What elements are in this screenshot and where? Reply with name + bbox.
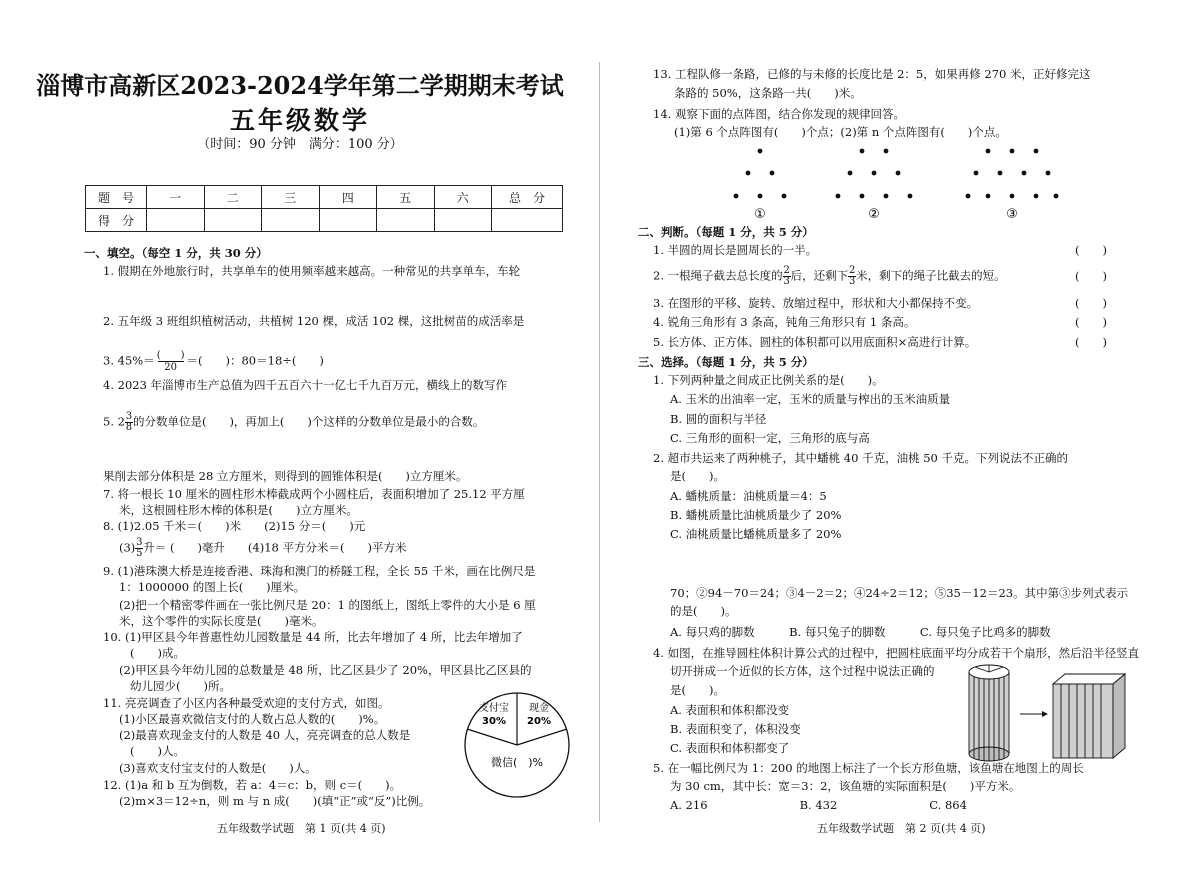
dot-label-1: ① [754, 207, 766, 222]
question-13-line: 条路的 50%，这条路一共( )米。 [674, 86, 862, 100]
fraction-3-8: 3 8 [125, 411, 133, 433]
score-cell[interactable] [147, 209, 205, 232]
question-10-line: 幼儿园少( )所。 [130, 679, 231, 693]
judge-3: 3. 在图形的平移、旋转、放缩过程中，形状和大小都保持不变。 [653, 296, 979, 310]
dot-pattern-3 [966, 149, 1059, 199]
dot-pattern-2 [836, 149, 913, 199]
choice-1-option-a: A. 玉米的出油率一定，玉米的质量与榨出的玉米油质量 [670, 392, 951, 406]
pie-value-alipay: 30% [482, 716, 506, 727]
score-cell[interactable] [377, 209, 435, 232]
pie-value-cash: 20% [527, 716, 551, 727]
fraction-2-3-meter: 2 3 [848, 265, 856, 287]
judge-5: 5. 长方体、正方体、圆柱的体积都可以用底面积×高进行计算。 [653, 335, 977, 349]
judge-answer-box[interactable]: ( ) [1075, 296, 1107, 310]
question-14-line: (1)第 6 个点阵图有( )个点；(2)第 n 个点阵图有( )个点。 [674, 125, 1007, 139]
judge-1: 1. 半圆的周长是圆周长的一半。 [653, 243, 818, 257]
question-1-line: 1. 假期在外地旅行时，共享单车的使用频率越来越高。一种常见的共享单车，车轮 [103, 264, 521, 278]
cylinder-shape [969, 665, 1009, 761]
choice-4-line: 4. 如图，在推导圆柱体积计算公式的过程中，把圆柱底面平均分成若干个扇形，然后沿半径竖直 [653, 646, 1140, 660]
exam-time-info: （时间：90 分钟 满分：100 分） [197, 137, 403, 152]
choice-1-option-c: C. 三角形的面积一定，三角形的底与高 [670, 431, 870, 445]
choice-3-line: 70；②94－70＝24；③4－2＝2；④24÷2＝12；⑤35－12＝23。其中第③步列式表示 [670, 586, 1129, 600]
question-7-line: 米，这根圆柱形木棒的体积是( )立方厘米。 [119, 503, 358, 517]
question-8-line-2: (3)3 5升＝ ( )毫升 (4)18 平方分米＝( )平方米 [119, 537, 407, 559]
choice-4-option-b: B. 表面积变了，体积没变 [670, 722, 801, 736]
question-9-line: (2)把一个精密零件画在一张比例尺是 20：1 的图纸上，图纸上零件的大小是 6 厘 [119, 598, 536, 612]
question-13-line: 13. 工程队修一条路，已修的与未修的长度比是 2：5，如果再修 270 米，正好修完这 [653, 67, 1091, 81]
cylinder-to-cuboid-figure [965, 660, 1130, 770]
question-11-line: (1)小区最喜欢微信支付的人数占总人数的( )%。 [119, 712, 386, 726]
choice-2-tail: 是( )。 [670, 469, 725, 483]
page-footer-right: 五年级数学试题 第 2 页(共 4 页) [817, 822, 986, 835]
question-7-line: 7. 将一根长 10 厘米的圆柱形木棒截成两个小圆柱后，表面积增加了 25.12 平方厘 [103, 487, 525, 501]
score-header-cell: 二 [204, 186, 262, 209]
choice-4-option-c: C. 表面积和体积都变了 [670, 741, 790, 755]
score-header-cell: 总 分 [492, 186, 563, 209]
choice-4-line: 切开拼成一个近似的长方体，这个过程中说法正确的 [670, 664, 935, 678]
question-11-line: (3)喜欢支付宝支付的人数是( )人。 [119, 761, 317, 775]
score-header-cell: 六 [434, 186, 492, 209]
question-12-line: 12. (1)a 和 b 互为倒数，若 a：4＝c：b，则 c＝( )。 [103, 778, 402, 792]
judge-2-part-a: 2. 一根绳子截去总长度的 [653, 268, 783, 283]
pie-label-alipay: 支付宝 [479, 703, 509, 714]
judge-2-part-c: 米，剩下的绳子比截去的短。 [856, 268, 1006, 283]
exam-title: 淄博市高新区2023-2024学年第二学期期末考试 [36, 71, 564, 100]
dot-pattern-figure [722, 148, 1062, 222]
score-row-label: 得 分 [86, 209, 147, 232]
question-11-line: (2)最喜欢现金支付的人数是 40 人，亮亮调查的总人数是 [119, 728, 411, 742]
arrow-icon [1020, 711, 1048, 717]
score-header-cell: 四 [319, 186, 377, 209]
section-judge: 二、判断。（每题 1 分，共 5 分） [638, 225, 814, 239]
question-2-line: 2. 五年级 3 班组织植树活动，共植树 120 棵，成活 102 棵，这批树苗的成活率是 [103, 314, 525, 328]
choice-4-option-a: A. 表面积和体积都没变 [670, 703, 790, 717]
judge-2-part-b: 后，还剩下 [790, 268, 849, 283]
question-11-line: 11. 亮亮调查了小区内各种最受欢迎的支付方式，如图。 [103, 696, 390, 710]
cuboid-shape [1053, 674, 1125, 758]
choice-1: 1. 下列两种量之间成正比例关系的是( )。 [653, 373, 884, 387]
question-11-line: ( )人。 [130, 744, 185, 758]
score-cell[interactable] [434, 209, 492, 232]
question-10-line: 10. (1)甲区县今年普惠性幼儿园数量是 44 所，比去年增加了 4 所，比去年增加了 [103, 630, 523, 644]
question-3-head: 3. 45%＝ [103, 353, 155, 368]
dot-label-3: ③ [1006, 207, 1018, 222]
question-6-line: 果削去部分体积是 28 立方厘米，则得到的圆锥体积是( )立方厘米。 [103, 469, 468, 483]
choice-2-option-b: B. 蟠桃质量比油桃质量少了 20% [670, 508, 842, 522]
choice-3-options: A. 每只鸡的脚数 B. 每只兔子的脚数 C. 每只兔子比鸡多的脚数 [670, 625, 1051, 639]
pie-label-wechat: 微信( )% [490, 756, 544, 769]
question-9-line: 米，这个零件的实际长度是( )毫米。 [119, 614, 324, 628]
fraction-over-20: ( ) 20 [156, 350, 185, 373]
question-9-line: 9. (1)港珠澳大桥是连接香港、珠海和澳门的桥隧工程，全长 55 千米，画在比例尺是 [103, 564, 536, 578]
question-10-line: (2)甲区县今年幼儿园的总数量是 48 所，比乙区县少了 20%，甲区县比乙区县的 [119, 663, 532, 677]
score-table-header-row [86, 186, 563, 209]
choice-1-option-b: B. 圆的面积与半径 [670, 412, 767, 426]
dot-label-2: ② [868, 207, 880, 222]
judge-answer-box[interactable]: ( ) [1075, 315, 1107, 329]
payment-pie-chart [462, 690, 572, 800]
judge-answer-box[interactable]: ( ) [1075, 335, 1107, 349]
fraction-2-3: 2 3 [783, 265, 790, 287]
score-cell[interactable] [319, 209, 377, 232]
choice-5-line: 为 30 cm，其中长：宽＝3：2，该鱼塘的实际面积是( )平方米。 [670, 779, 1021, 793]
score-header-cell: 题 号 [86, 186, 147, 209]
choice-4-line: 是( )。 [670, 683, 725, 697]
question-4-line: 4. 2023 年淄博市生产总值为四千五百六十一亿七千九百万元，横线上的数写作 [103, 378, 508, 392]
question-5-tail: 个这样的分数单位是最小的合数。 [311, 414, 485, 429]
question-5: 5. 23 8的分数单位是( )，再加上( )个这样的分数单位是最小的合数。 [103, 411, 485, 433]
judge-answer-box[interactable]: ( ) [1075, 269, 1107, 283]
pie-divider-left [467, 729, 517, 745]
score-table-score-row [86, 209, 563, 232]
choice-2: 2. 超市共运来了两种桃子，其中蟠桃 40 千克，油桃 50 千克。下列说法不正确的 [653, 451, 1069, 465]
choice-2-option-c: C. 油桃质量比蟠桃质量多了 20% [670, 527, 842, 541]
fraction-3-5: 3 5 [136, 537, 143, 559]
score-header-cell: 三 [262, 186, 320, 209]
judge-2 [653, 266, 1006, 287]
score-cell[interactable] [492, 209, 563, 232]
pie-label-cash: 现金 [529, 703, 549, 714]
dot-pattern-1 [734, 149, 787, 199]
question-12-line: (2)m×3＝12÷n，则 m 与 n 成( )(填“正”或“反”)比例。 [119, 794, 431, 808]
question-8-line: 8. (1)2.05 千米＝( )米 (2)15 分＝( )元 [103, 519, 366, 533]
score-cell[interactable] [262, 209, 320, 232]
score-header-cell: 五 [377, 186, 435, 209]
choice-2-option-a: A. 蟠桃质量：油桃质量＝4：5 [670, 489, 827, 503]
score-table [85, 185, 563, 232]
choice-5-options: A. 216 B. 432 C. 864 [670, 798, 967, 812]
choice-5-line: 5. 在一幅比例尺为 1：200 的地图上标注了一个长方形鱼塘，该鱼塘在地图上的周长 [653, 761, 1084, 775]
judge-answer-box[interactable]: ( ) [1075, 243, 1107, 257]
question-3 [103, 350, 324, 373]
pie-divider-right [517, 729, 567, 745]
score-cell[interactable] [204, 209, 262, 232]
score-header-cell: 一 [147, 186, 205, 209]
question-8-line-2-text: 升＝ ( )毫升 (4)18 平方分米＝( )平方米 [143, 540, 407, 555]
question-14-line: 14. 观察下面的点阵图，结合你发现的规律回答。 [653, 107, 905, 121]
page-footer-left: 五年级数学试题 第 1 页(共 4 页) [217, 822, 386, 835]
question-9-line: 1：1000000 的图上长( )厘米。 [119, 580, 306, 594]
section-fill-blank: 一、填空。（每空 1 分，共 30 分） [84, 246, 268, 260]
question-3-tail: ＝( )：80＝18÷( ) [186, 353, 324, 368]
judge-4: 4. 锐角三角形有 3 条高，钝角三角形只有 1 条高。 [653, 315, 916, 329]
choice-3-line: 的是( )。 [670, 604, 737, 618]
exam-subject: 五年级数学 [229, 106, 370, 135]
question-10-line: ( )成。 [130, 646, 185, 660]
section-choice: 三、选择。（每题 1 分，共 5 分） [638, 355, 814, 369]
